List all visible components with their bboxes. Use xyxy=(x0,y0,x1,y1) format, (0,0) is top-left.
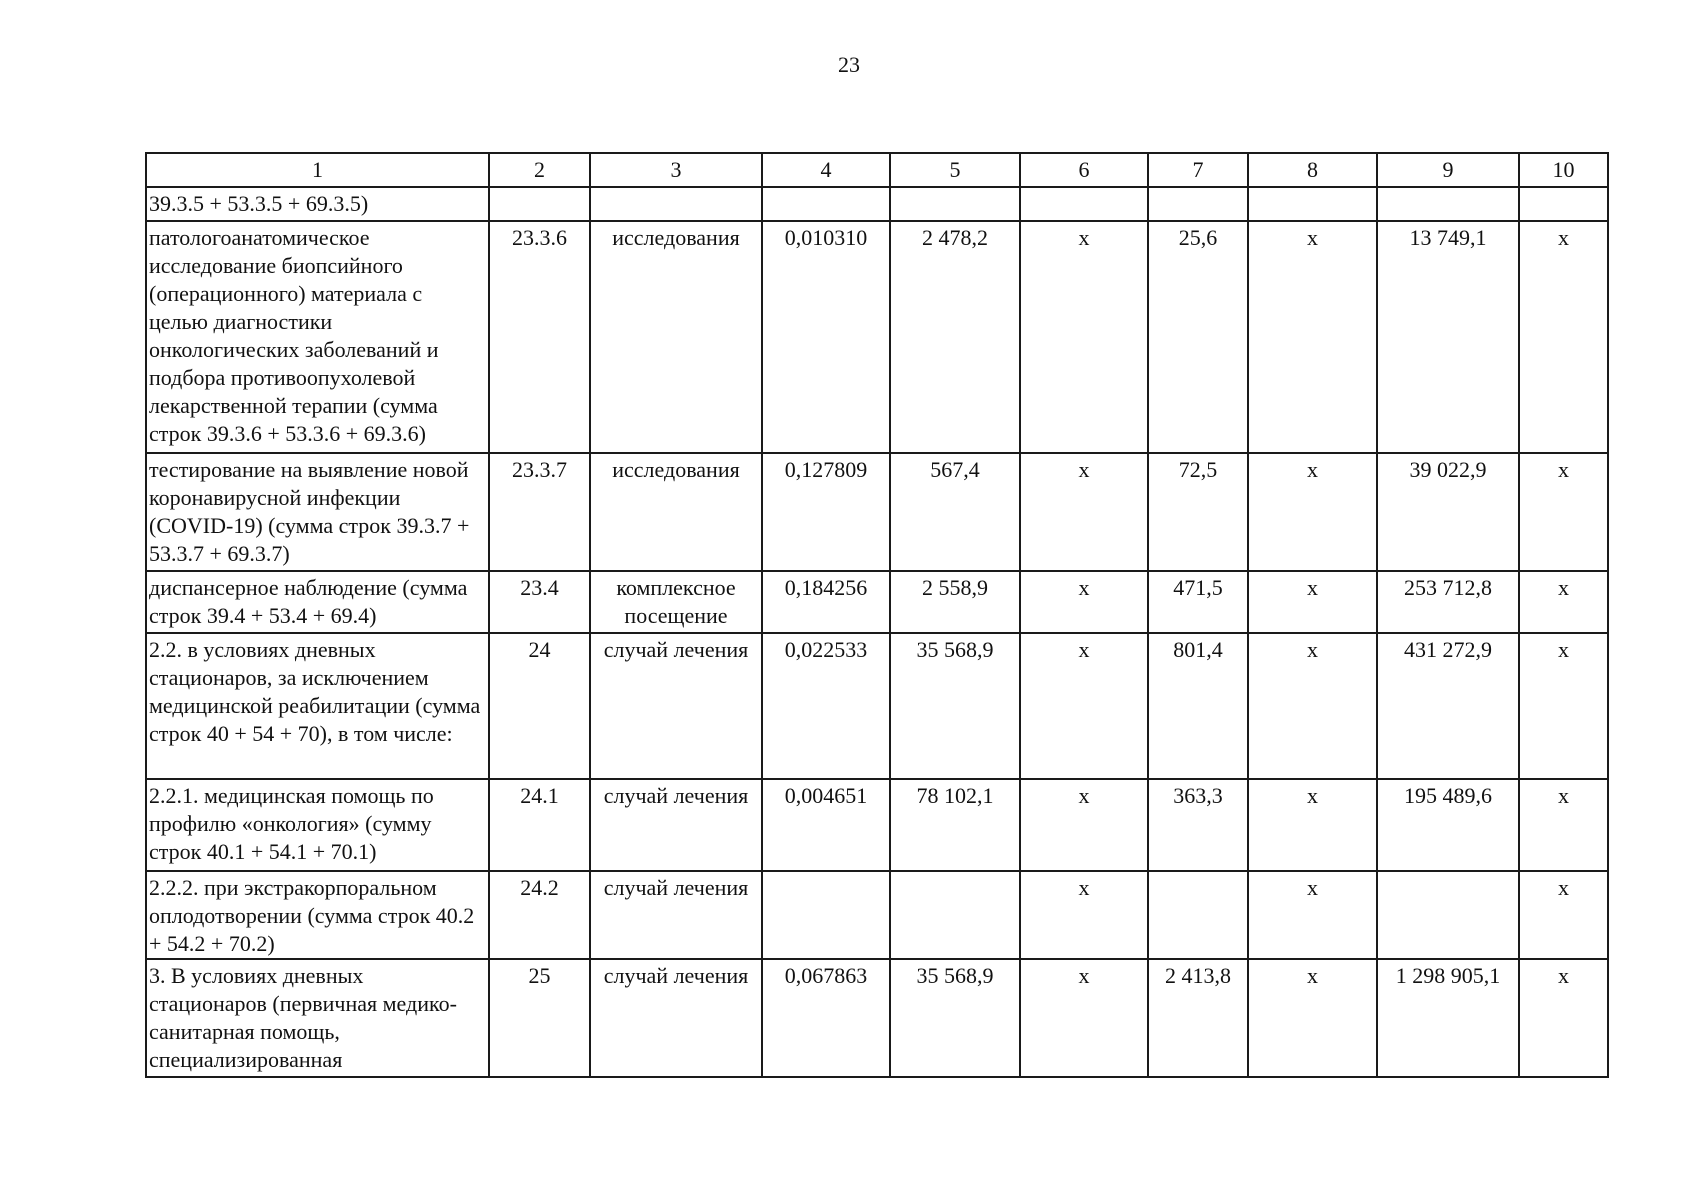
row-name-cell: 3. В условиях дневных стационаров (первичная медико-санитарная помощь, специализированная xyxy=(146,959,489,1077)
row-value-cell xyxy=(1248,187,1377,221)
row-unit-cell xyxy=(590,187,762,221)
header-cell: 5 xyxy=(890,153,1020,187)
row-value-cell: 35 568,9 xyxy=(890,633,1020,779)
table-row xyxy=(146,871,1608,959)
row-code-cell: 23.4 xyxy=(489,571,590,633)
row-value-cell: 801,4 xyxy=(1148,633,1248,779)
row-value-cell: x xyxy=(1519,221,1608,453)
row-value-cell: x xyxy=(1248,871,1377,959)
row-code-cell xyxy=(489,187,590,221)
row-value-cell xyxy=(1377,187,1519,221)
row-name-cell: 2.2.1. медицинская помощь по профилю «онкология» (сумму строк 40.1 + 54.1 + 70.1) xyxy=(146,779,489,871)
row-unit-cell: комплексное посещение xyxy=(590,571,762,633)
row-value-cell: x xyxy=(1519,571,1608,633)
row-value-cell: 363,3 xyxy=(1148,779,1248,871)
row-value-cell: x xyxy=(1020,633,1148,779)
row-code-cell: 24.1 xyxy=(489,779,590,871)
row-value-cell: 0,004651 xyxy=(762,779,890,871)
row-code-cell: 24.2 xyxy=(489,871,590,959)
header-cell: 6 xyxy=(1020,153,1148,187)
row-value-cell: x xyxy=(1248,779,1377,871)
row-value-cell: x xyxy=(1519,959,1608,1077)
table-row xyxy=(146,959,1608,1077)
header-cell: 2 xyxy=(489,153,590,187)
header-cell: 7 xyxy=(1148,153,1248,187)
header-cell: 9 xyxy=(1377,153,1519,187)
row-name-cell: 2.2. в условиях дневных стационаров, за исключением медицинской реабилитации (сумма строк 40 + 54 + 70), в том числе: xyxy=(146,633,489,779)
table-row xyxy=(146,633,1608,779)
row-value-cell: 0,010310 xyxy=(762,221,890,453)
row-value-cell: 253 712,8 xyxy=(1377,571,1519,633)
row-unit-cell: случай лечения xyxy=(590,871,762,959)
table-row xyxy=(146,453,1608,571)
table-row xyxy=(146,187,1608,221)
row-name-cell: тестирование на выявление новой коронавирусной инфекции (COVID-19) (сумма строк 39.3.7 + 53.3.7 + 69.3.7) xyxy=(146,453,489,571)
row-value-cell: x xyxy=(1248,453,1377,571)
row-value-cell: 2 558,9 xyxy=(890,571,1020,633)
row-value-cell: 25,6 xyxy=(1148,221,1248,453)
header-cell: 4 xyxy=(762,153,890,187)
row-value-cell xyxy=(762,187,890,221)
row-value-cell: 13 749,1 xyxy=(1377,221,1519,453)
row-value-cell: 78 102,1 xyxy=(890,779,1020,871)
row-value-cell xyxy=(890,871,1020,959)
row-value-cell: 2 413,8 xyxy=(1148,959,1248,1077)
row-value-cell: x xyxy=(1020,959,1148,1077)
row-value-cell: x xyxy=(1248,633,1377,779)
row-value-cell: x xyxy=(1020,871,1148,959)
row-unit-cell: случай лечения xyxy=(590,633,762,779)
row-value-cell xyxy=(762,871,890,959)
row-unit-cell: исследования xyxy=(590,221,762,453)
row-value-cell: 0,067863 xyxy=(762,959,890,1077)
row-value-cell: 0,184256 xyxy=(762,571,890,633)
row-code-cell: 25 xyxy=(489,959,590,1077)
row-value-cell: x xyxy=(1020,453,1148,571)
row-name-cell: диспансерное наблюдение (сумма строк 39.4 + 53.4 + 69.4) xyxy=(146,571,489,633)
row-value-cell: x xyxy=(1519,871,1608,959)
row-value-cell: 567,4 xyxy=(890,453,1020,571)
header-cell: 3 xyxy=(590,153,762,187)
header-cell: 1 xyxy=(146,153,489,187)
row-value-cell xyxy=(1519,187,1608,221)
row-unit-cell: исследования xyxy=(590,453,762,571)
data-table xyxy=(145,152,1609,1078)
row-value-cell: 471,5 xyxy=(1148,571,1248,633)
row-value-cell: x xyxy=(1248,571,1377,633)
row-code-cell: 23.3.6 xyxy=(489,221,590,453)
row-value-cell: x xyxy=(1519,779,1608,871)
row-value-cell: x xyxy=(1519,633,1608,779)
row-value-cell: x xyxy=(1020,571,1148,633)
row-value-cell: 431 272,9 xyxy=(1377,633,1519,779)
table-row xyxy=(146,571,1608,633)
row-value-cell xyxy=(1377,871,1519,959)
row-unit-cell: случай лечения xyxy=(590,959,762,1077)
row-value-cell: 1 298 905,1 xyxy=(1377,959,1519,1077)
row-name-cell: 39.3.5 + 53.3.5 + 69.3.5) xyxy=(146,187,489,221)
header-cell: 8 xyxy=(1248,153,1377,187)
row-name-cell: 2.2.2. при экстракорпоральном оплодотворении (сумма строк 40.2 + 54.2 + 70.2) xyxy=(146,871,489,959)
row-code-cell: 24 xyxy=(489,633,590,779)
row-value-cell: 39 022,9 xyxy=(1377,453,1519,571)
row-value-cell: 72,5 xyxy=(1148,453,1248,571)
row-value-cell xyxy=(1148,871,1248,959)
row-value-cell xyxy=(1020,187,1148,221)
header-cell: 10 xyxy=(1519,153,1608,187)
row-value-cell: 35 568,9 xyxy=(890,959,1020,1077)
row-value-cell xyxy=(1148,187,1248,221)
row-value-cell: 0,127809 xyxy=(762,453,890,571)
row-value-cell: x xyxy=(1248,959,1377,1077)
row-name-cell: патологоанатомическое исследование биопсийного (операционного) материала с целью диагностики онкологических заболеваний и подбора противоопухолевой лекарственной терапии (сумма строк 39.3.6 + 53.3.6 + 69.3.6) xyxy=(146,221,489,453)
row-value-cell: x xyxy=(1519,453,1608,571)
row-code-cell: 23.3.7 xyxy=(489,453,590,571)
row-value-cell: x xyxy=(1020,779,1148,871)
row-value-cell: x xyxy=(1020,221,1148,453)
row-value-cell: 195 489,6 xyxy=(1377,779,1519,871)
row-unit-cell: случай лечения xyxy=(590,779,762,871)
row-value-cell: x xyxy=(1248,221,1377,453)
table-row xyxy=(146,221,1608,453)
row-value-cell xyxy=(890,187,1020,221)
table-header-row xyxy=(146,153,1608,187)
page-number: 23 xyxy=(838,52,860,77)
row-value-cell: 0,022533 xyxy=(762,633,890,779)
row-value-cell: 2 478,2 xyxy=(890,221,1020,453)
table-row xyxy=(146,779,1608,871)
